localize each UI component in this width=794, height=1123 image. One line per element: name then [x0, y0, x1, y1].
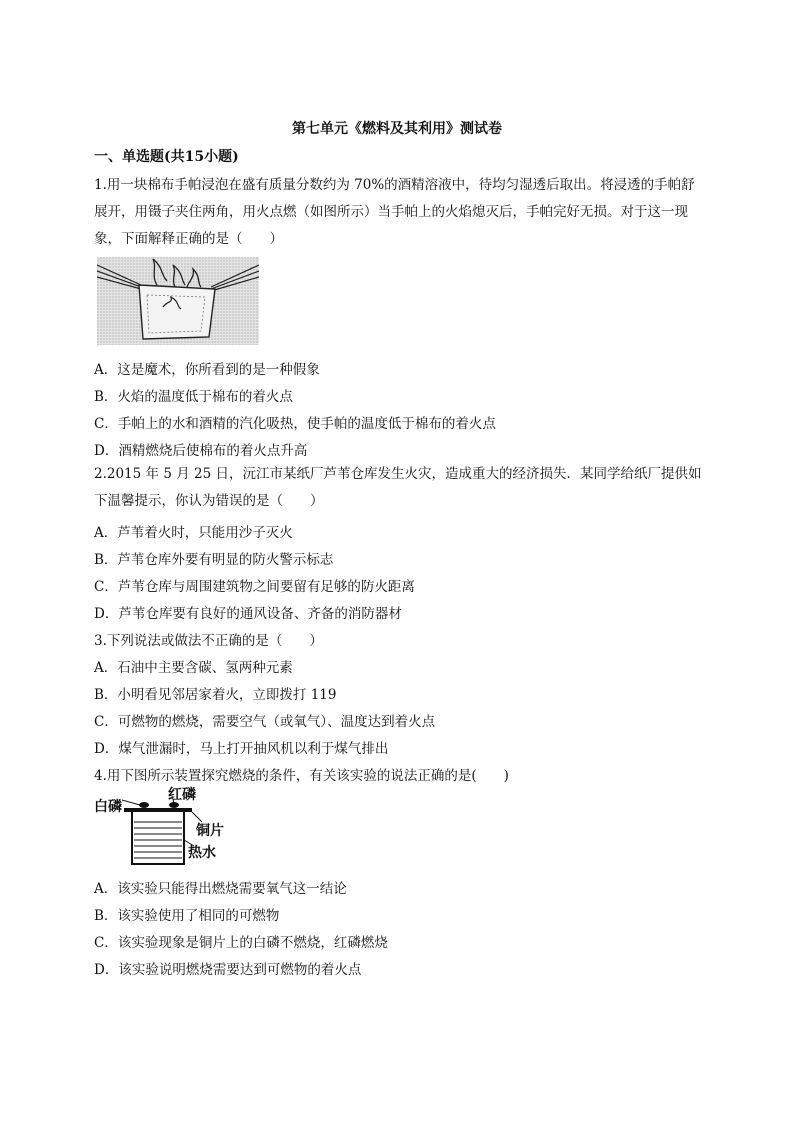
question-2-option-b: B．芦苇仓库外要有明显的防火警示标志: [94, 552, 334, 568]
question-1-option-c: C．手帕上的水和酒精的汽化吸热，使手帕的温度低于棉布的着火点: [94, 416, 496, 432]
section-heading: 一、单选题(共15小题): [94, 149, 239, 165]
question-3-option-d: D．煤气泄漏时，马上打开抽风机以利于煤气排出: [94, 741, 389, 757]
page-title: 第七单元《燃料及其利用》测试卷: [292, 121, 502, 137]
white-phosphorus-label: 白磷: [94, 799, 122, 815]
question-4-option-a: A．该实验只能得出燃烧需要氧气这一结论: [94, 881, 347, 897]
hot-water-label: 热水: [188, 845, 216, 861]
question-4-option-b: B．该实验使用了相同的可燃物: [94, 908, 280, 924]
combustion-apparatus-figure: [94, 787, 234, 870]
red-phosphorus-label: 红磷: [168, 787, 196, 803]
question-2-option-a: A．芦苇着火时，只能用沙子灭火: [94, 525, 293, 541]
question-4-stem: 4.用下图所示装置探究燃烧的条件，有关该实验的说法正确的是( ): [94, 768, 509, 784]
question-1-stem: 1.用一块棉布手帕浸泡在盛有质量分数约为 70%的酒精溶液中，待均匀湿透后取出。将浸透的手帕舒展开，用镊子夹住两角，用火点燃（如图所示）当手帕上的火焰熄灭后，手帕完好无损。对于这一现象，下面解释正确的是（ ）: [94, 177, 695, 247]
question-4-option-c: C．该实验现象是铜片上的白磷不燃烧，红磷燃烧: [94, 935, 388, 951]
copper-plate-label: 铜片: [196, 823, 224, 839]
question-3-option-b: B．小明看见邻居家着火，立即拨打 119: [94, 687, 337, 703]
question-3-stem: 3.下列说法或做法不正确的是（ ）: [94, 633, 323, 649]
handkerchief-figure: [97, 257, 259, 345]
question-3-option-a: A．石油中主要含碳、氢两种元素: [94, 660, 293, 676]
question-4-option-d: D．该实验说明燃烧需要达到可燃物的着火点: [94, 962, 362, 978]
question-3-option-c: C．可燃物的燃烧，需要空气（或氧气）、温度达到着火点: [94, 714, 436, 730]
question-1-option-a: A．这是魔术，你所看到的是一种假象: [94, 362, 320, 378]
question-2-option-d: D．芦苇仓库要有良好的通风设备、齐备的消防器材: [94, 606, 402, 622]
question-1-option-b: B．火焰的温度低于棉布的着火点: [94, 389, 293, 405]
question-2-stem: 2.2015 年 5 月 25 日，沅江市某纸厂芦苇仓库发生火灾，造成重大的经济损失．某同学给纸厂提供如下温馨提示，你认为错误的是（ ）: [94, 466, 702, 509]
question-1-option-d: D．酒精燃烧后使棉布的着火点升高: [94, 443, 308, 459]
question-2-option-c: C．芦苇仓库与周围建筑物之间要留有足够的防火距离: [94, 579, 415, 595]
